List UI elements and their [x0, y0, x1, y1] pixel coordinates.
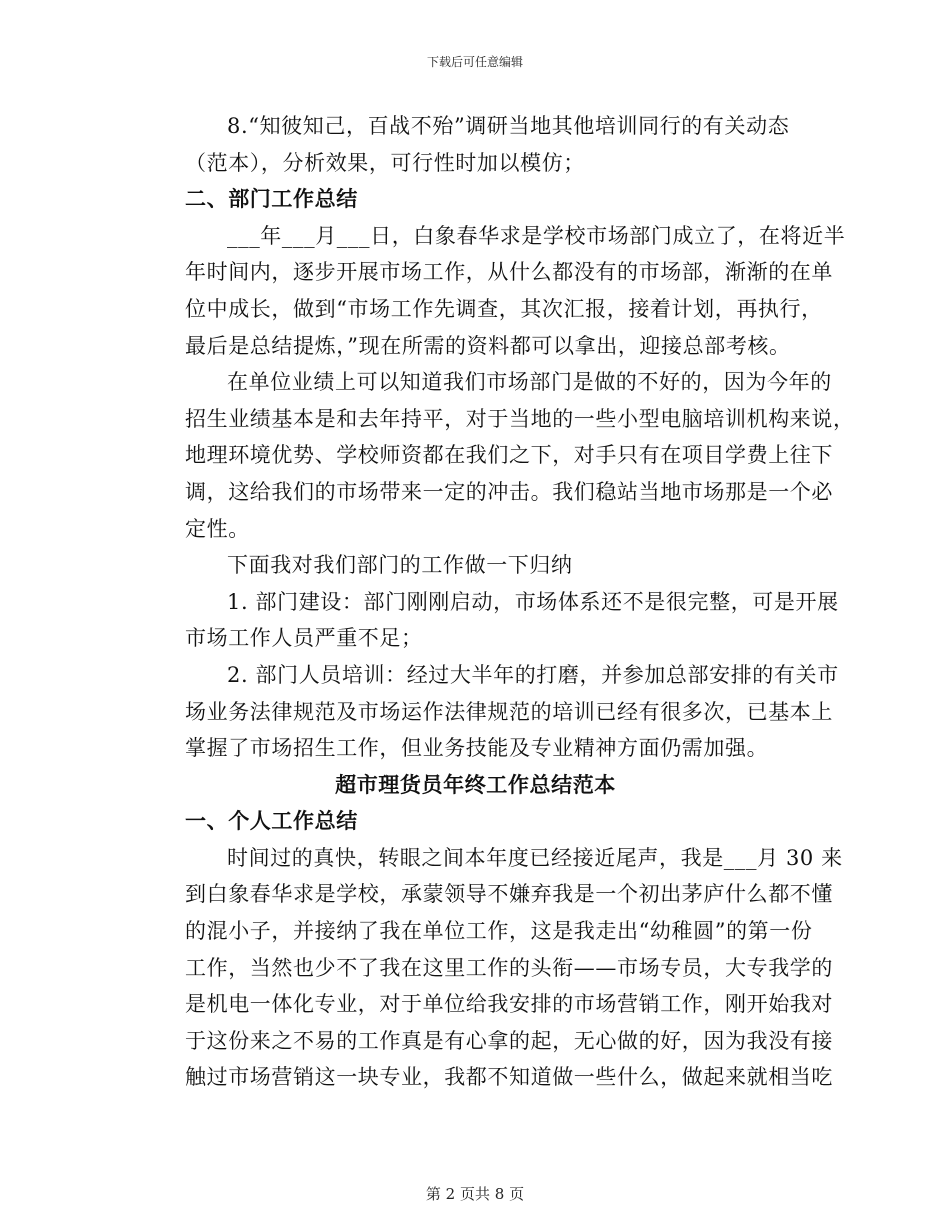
paragraph-department-founding: [143, 218, 846, 364]
text-line: 掌握了市场招生工作，但业务技能及专业精神方面仍需加强。: [185, 736, 769, 761]
text-line: 于这份来之不易的工作真是有心拿的起，无心做的好，因为我没有接: [185, 1028, 833, 1053]
section-heading-department-summary: 二、部门工作总结: [185, 186, 358, 212]
text-line: 到白象春华求是学校，承蒙领导不嫌弃我是一个初出茅庐什么都不懂: [185, 882, 833, 907]
paragraph-department-building: [143, 584, 839, 657]
text-line: 定性。: [185, 516, 250, 541]
page-footer: 第 2 页共 8 页: [425, 1185, 525, 1203]
paragraph-staff-training: [143, 657, 839, 767]
text-line: 位中成长，做到“市场工作先调查，其次汇报，接着计划，再执行，: [185, 296, 823, 321]
text-line: 是机电一体化专业，对于单位给我安排的市场营销工作，刚开始我对: [185, 992, 833, 1017]
text-line: 时间过的真快，转眼之间本年度已经接近尾声，我是___月 30 来: [227, 845, 843, 870]
text-line: 的混小子，并接纳了我在单位工作，这是我走出“幼稚圆”的第一份: [185, 919, 813, 944]
paragraph-personal-intro: [143, 840, 843, 1096]
text-line: （范本），分析效果，可行性时加以模仿；: [185, 150, 585, 175]
text-line: 2. 部门人员培训：经过大半年的打磨，并参加总部安排的有关市: [227, 662, 839, 687]
text-line: 工作，当然也少不了我在这里工作的头衔——市场专员，大专我学的: [185, 955, 833, 980]
paragraph-performance: [143, 364, 855, 547]
page-header: 下载后可任意编辑: [426, 55, 523, 69]
text-line: 最后是总结提炼，”现在所需的资料都可以拿出，迎接总部考核。: [185, 333, 791, 358]
text-line: 场业务法律规范及市场运作法律规范的培训已经有很多次，已基本上: [185, 699, 833, 724]
section-heading-personal-summary: 一、个人工作总结: [185, 808, 358, 834]
text-line: 在单位业绩上可以知道我们市场部门是做的不好的，因为今年的: [227, 370, 832, 395]
text-line: 调，这给我们的市场带来一定的冲击。我们稳站当地市场那是一个必: [185, 479, 833, 504]
paragraph-summary-intro: [143, 547, 808, 584]
text-line: 市场工作人员严重不足；: [185, 626, 423, 651]
text-line: 招生业绩基本是和去年持平，对于当地的一些小型电脑培训机构来说，: [185, 406, 855, 431]
text-line: 1. 部门建设：部门刚刚启动，市场体系还不是很完整，可是开展: [227, 589, 839, 614]
text-line: 触过市场营销这一块专业，我都不知道做一些什么，做起来就相当吃: [185, 1065, 833, 1090]
document-title: 超市理货员年终工作总结范本: [335, 771, 616, 797]
text-line: 8.“知彼知己，百战不殆”调研当地其他培训同行的有关动态: [227, 114, 790, 138]
text-line: 地理环境优势、学校师资都在我们之下，对手只有在项目学费上往下: [185, 443, 833, 468]
text-line: 年时间内，逐步开展市场工作，从什么都没有的市场部，渐渐的在单: [185, 260, 833, 285]
paragraph-market-research: [143, 108, 808, 181]
document-body: [143, 108, 855, 1096]
text-line: ___年___月___日，白象春华求是学校市场部门成立了，在将近半: [227, 223, 846, 248]
text-line: 下面我对我们部门的工作做一下归纳: [227, 553, 573, 578]
